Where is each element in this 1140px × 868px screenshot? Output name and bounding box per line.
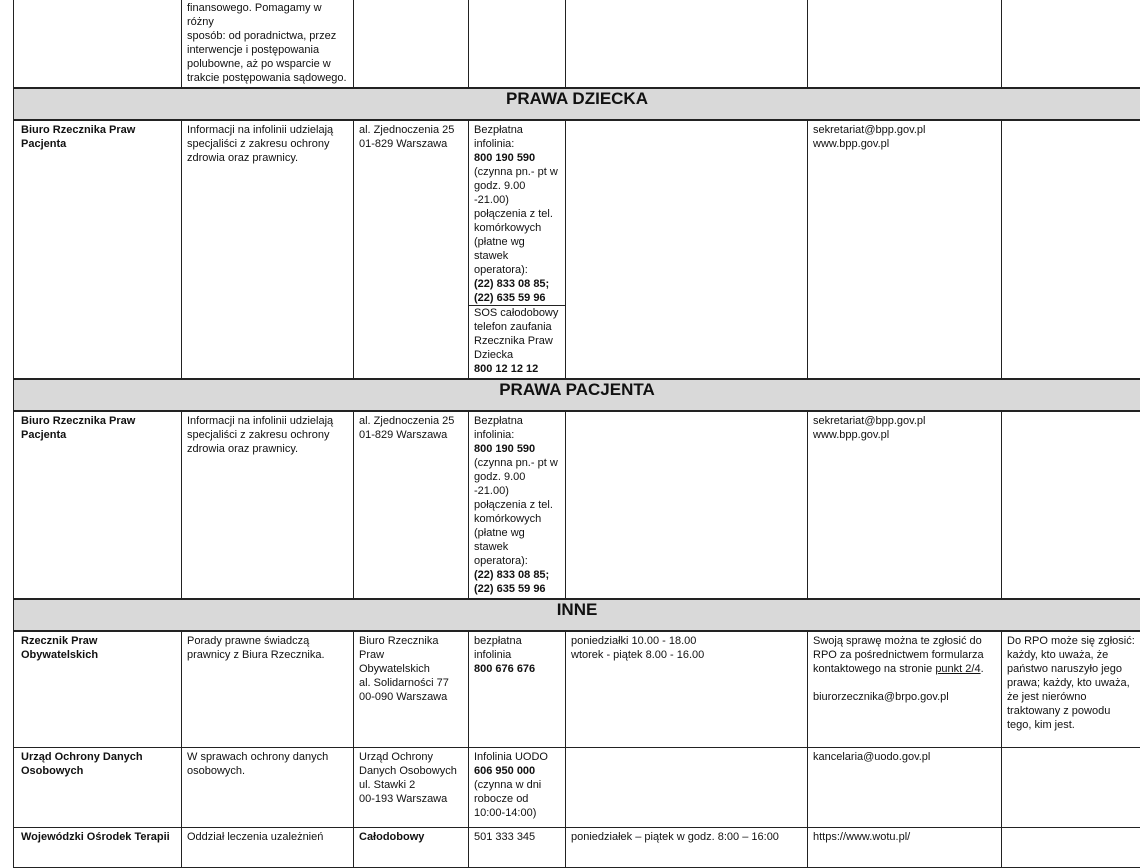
org-name: Rzecznik Praw Obywatelskich	[14, 631, 182, 747]
notes-cell	[1002, 747, 1140, 827]
org-name: Biuro Rzecznika Praw Pacjenta	[14, 411, 182, 599]
email-link[interactable]: biurorzecznika@brpo.gov.pl	[813, 690, 996, 704]
table-row	[14, 411, 1140, 599]
phone-cell	[469, 827, 566, 867]
address-cell: Biuro Rzecznika Praw Obywatelskich al. Solidarności 77 00-090 Warszawa	[354, 631, 469, 747]
description-cell: Informacji na infolinii udzielają specjaliści z zakresu ochrony zdrowia oraz prawnicy.	[182, 411, 354, 599]
contact-cell	[808, 827, 1002, 867]
section-header-inne: INNE	[14, 599, 1140, 631]
contact-form-link[interactable]: punkt 2/4	[935, 663, 980, 675]
hours-cell	[566, 120, 808, 379]
contact-cell	[808, 120, 1002, 379]
notes-cell: Do RPO może się zgłosić: każdy, kto uważa, że państwo naruszyło jego prawa; każdy, kto uważa, że jest nierówno traktowany z powodu tego, kim jest.	[1002, 631, 1140, 747]
description-cell: Oddział leczenia uzależnień	[182, 827, 354, 867]
sos-helpline: SOS całodobowy telefon zaufania Rzecznika Praw Dziecka 800 12 12 12	[469, 305, 565, 376]
section-header-prawa-pacjenta: PRAWA PACJENTA	[14, 379, 1140, 411]
table-row	[14, 827, 1140, 867]
address-cell: al. Zjednoczenia 25 01-829 Warszawa	[354, 411, 469, 599]
description-cell: finansowego. Pomagamy w różny sposób: od poradnictwa, przez interwencje i postępowania polubowne, aż po wsparcie w trakcie postępowania sądowego.	[182, 0, 354, 88]
hours-cell	[566, 411, 808, 599]
website-link[interactable]: www.bpp.gov.pl	[813, 428, 996, 442]
address-cell: Urząd Ochrony Danych Osobowych ul. Stawki 2 00-193 Warszawa	[354, 747, 469, 827]
institutions-table	[13, 0, 1140, 868]
hours-cell: poniedziałek – piątek w godz. 8:00 – 16:00	[566, 827, 808, 867]
org-name: Urząd Ochrony Danych Osobowych	[14, 747, 182, 827]
phone-number[interactable]: (22) 635 59 96	[474, 582, 560, 596]
table-row	[14, 120, 1140, 379]
phone-cell: Infolinia UODO 606 950 000 (czynna w dni robocze od 10:00-14:00)	[469, 747, 566, 827]
phone-cell: Bezpłatna infolinia: 800 190 590 (czynna pn.- pt w godz. 9.00 -21.00) połączenia z tel. komórkowych (płatne wg stawek operatora): (22) 833 08 85; (22) 635 59 96 SOS całodobowy telefon zaufania Rzecznika Praw Dziecka 800 12 12 12	[469, 120, 566, 379]
contact-cell	[808, 747, 1002, 827]
email-link[interactable]: sekretariat@bpp.gov.pl	[813, 414, 996, 428]
phone-number[interactable]: 501 333 345	[474, 830, 560, 844]
email-link[interactable]: kancelaria@uodo.gov.pl	[813, 750, 996, 764]
phone-number[interactable]: (22) 833 08 85;	[474, 568, 560, 582]
phone-number[interactable]: 606 950 000	[474, 764, 560, 778]
hours-cell	[566, 747, 808, 827]
phone-number[interactable]: 800 12 12 12	[474, 362, 560, 376]
notes-cell	[1002, 120, 1140, 379]
org-name: Wojewódzki Ośrodek Terapii	[14, 827, 182, 867]
phone-cell: Bezpłatna infolinia: 800 190 590 (czynna pn.- pt w godz. 9.00 -21.00) połączenia z tel. komórkowych (płatne wg stawek operatora): (22) 833 08 85; (22) 635 59 96	[469, 411, 566, 599]
phone-number[interactable]: (22) 635 59 96	[474, 291, 560, 305]
phone-cell: bezpłatna infolinia 800 676 676	[469, 631, 566, 747]
notes-cell	[1002, 411, 1140, 599]
org-name: Biuro Rzecznika Praw Pacjenta	[14, 120, 182, 379]
table-row	[14, 631, 1140, 747]
website-link[interactable]: https://www.wotu.pl/	[813, 830, 996, 844]
section-header-prawa-dziecka: PRAWA DZIECKA	[14, 88, 1140, 120]
hours-cell: poniedziałki 10.00 - 18.00 wtorek - piątek 8.00 - 16.00	[566, 631, 808, 747]
table-row	[14, 0, 1140, 88]
website-link[interactable]: www.bpp.gov.pl	[813, 137, 996, 151]
email-link[interactable]: sekretariat@bpp.gov.pl	[813, 123, 996, 137]
address-cell: al. Zjednoczenia 25 01-829 Warszawa	[354, 120, 469, 379]
description-cell: Informacji na infolinii udzielają specjaliści z zakresu ochrony zdrowia oraz prawnicy.	[182, 120, 354, 379]
contact-cell: Swoją sprawę można te zgłosić do RPO za pośrednictwem formularza kontaktowego na stronie punkt 2/4. biurorzecznika@brpo.gov.pl	[808, 631, 1002, 747]
description-cell: W sprawach ochrony danych osobowych.	[182, 747, 354, 827]
phone-number[interactable]: 800 676 676	[474, 662, 560, 676]
contact-cell	[808, 411, 1002, 599]
notes-cell	[1002, 827, 1140, 867]
phone-number[interactable]: 800 190 590	[474, 151, 560, 165]
address-cell: Całodobowy	[354, 827, 469, 867]
description-cell: Porady prawne świadczą prawnicy z Biura Rzecznika.	[182, 631, 354, 747]
table-row	[14, 747, 1140, 827]
phone-number[interactable]: (22) 833 08 85;	[474, 277, 560, 291]
phone-number[interactable]: 800 190 590	[474, 442, 560, 456]
